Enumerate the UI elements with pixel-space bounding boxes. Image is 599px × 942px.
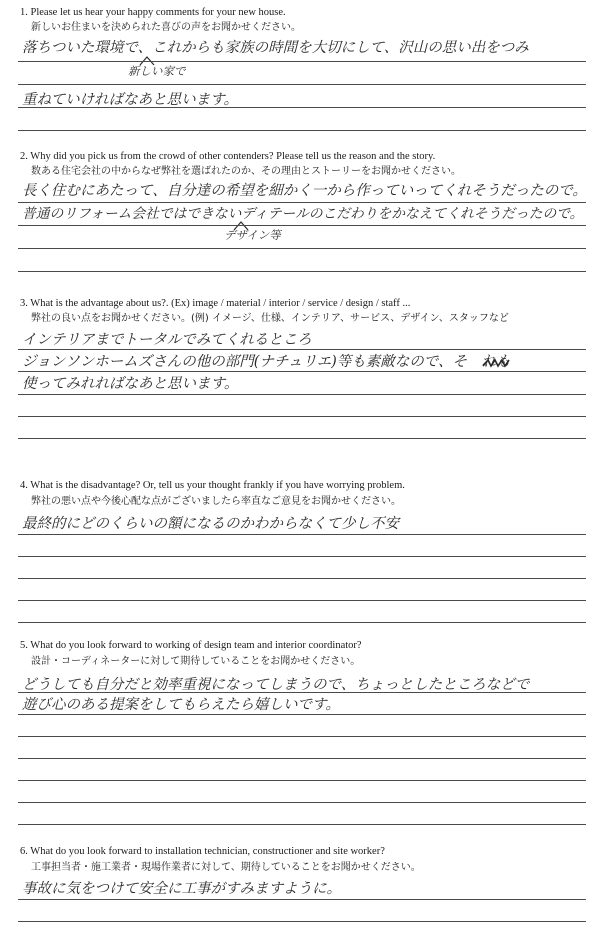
question-5-english: 5. What do you look forward to working of design team and interior coordinator? — [20, 640, 362, 651]
answer-2-insert: デザイン等 — [224, 228, 281, 242]
answer-rule — [18, 824, 586, 825]
answer-1-line-1: 落ちついた環境で、これからも家族の時間を大切にして、沢山の思い出をつみ — [22, 40, 529, 56]
answer-rule — [18, 556, 586, 557]
answer-rule — [18, 271, 586, 272]
answer-rule — [18, 578, 586, 579]
question-1-japanese: 新しいお住まいを決められた喜びの声をお聞かせください。 — [31, 22, 301, 33]
answer-rule — [18, 758, 586, 759]
answer-rule — [18, 780, 586, 781]
answer-2-line-1: 長く住むにあたって、自分達の希望を細かく一から作っていってくれそうだったので。 — [22, 183, 587, 199]
question-6-japanese: 工事担当者・施工業者・現場作業者に対して、期待していることをお聞かせください。 — [31, 862, 421, 873]
answer-4-line-1: 最終的にどのくらいの額になるのかわからなくて少し不安 — [22, 516, 399, 532]
answer-rule — [18, 736, 586, 737]
answer-rule — [18, 600, 586, 601]
scribble-mark-icon — [482, 358, 510, 368]
answer-rule — [18, 349, 586, 350]
question-1-english: 1. Please let us hear your happy comments for your new house. — [20, 7, 286, 18]
answer-2-line-2: 普通のリフォーム会社ではできないディテールのこだわりをかなえてくれそうだったので。 — [22, 206, 584, 222]
answer-rule — [18, 802, 586, 803]
answer-5-line-1: どうしても自分だと効率重視になってしまうので、ちょっとしたところなどで — [22, 677, 530, 693]
question-4-japanese: 弊社の悪い点や今後心配な点がございましたら率直なご意見をお聞かせください。 — [31, 496, 401, 507]
question-4-english: 4. What is the disadvantage? Or, tell us your thought frankly if you have worrying problem. — [20, 480, 405, 491]
answer-rule — [18, 714, 586, 715]
answer-rule — [18, 394, 586, 395]
answer-rule — [18, 692, 586, 693]
question-2-english: 2. Why did you pick us from the crowd of other contenders? Please tell us the reason and the story. — [20, 151, 436, 162]
answer-rule — [18, 61, 586, 62]
answer-1-line-2: 重ねていければなあと思います。 — [22, 92, 238, 108]
answer-rule — [18, 534, 586, 535]
answer-rule — [18, 899, 586, 900]
answer-rule — [18, 921, 586, 922]
answer-3-line-1: インテリアまでトータルでみてくれるところ — [22, 332, 312, 348]
answer-3-line-3: 使ってみれればなあと思います。 — [22, 376, 239, 392]
answer-rule — [18, 84, 586, 85]
answer-6-line-1: 事故に気をつけて安全に工事がすみますように。 — [22, 881, 341, 897]
answer-rule — [18, 438, 586, 439]
question-6-english: 6. What do you look forward to installation technician, constructioner and site worker? — [20, 846, 385, 857]
answer-3-line-2: ジョンソンホームズさんの他の部門(ナチュリエ)等も素敵なので、そ れも — [22, 354, 511, 370]
answer-rule — [18, 225, 586, 226]
answer-rule — [18, 107, 586, 108]
question-3-english: 3. What is the advantage about us?. (Ex) image / material / interior / service / design / staff ... — [20, 298, 411, 309]
question-5-japanese: 設計・コーディネーターに対して期待していることをお聞かせください。 — [31, 656, 361, 667]
question-3-japanese: 弊社の良い点をお聞かせください。(例) イメージ、仕様、インテリア、サービス、デザイン、スタッフなど — [31, 313, 509, 324]
answer-rule — [18, 371, 586, 372]
question-2-japanese: 数ある住宅会社の中からなぜ弊社を選ばれたのか、その理由とストーリーをお聞かせください。 — [31, 166, 461, 177]
answer-rule — [18, 622, 586, 623]
answer-rule — [18, 416, 586, 417]
answer-rule — [18, 202, 586, 203]
answer-rule — [18, 248, 586, 249]
answer-1-insert: 新しい家で — [128, 64, 186, 78]
answer-5-line-2: 遊び心のある提案をしてもらえたら嬉しいです。 — [22, 697, 340, 713]
answer-rule — [18, 130, 586, 131]
